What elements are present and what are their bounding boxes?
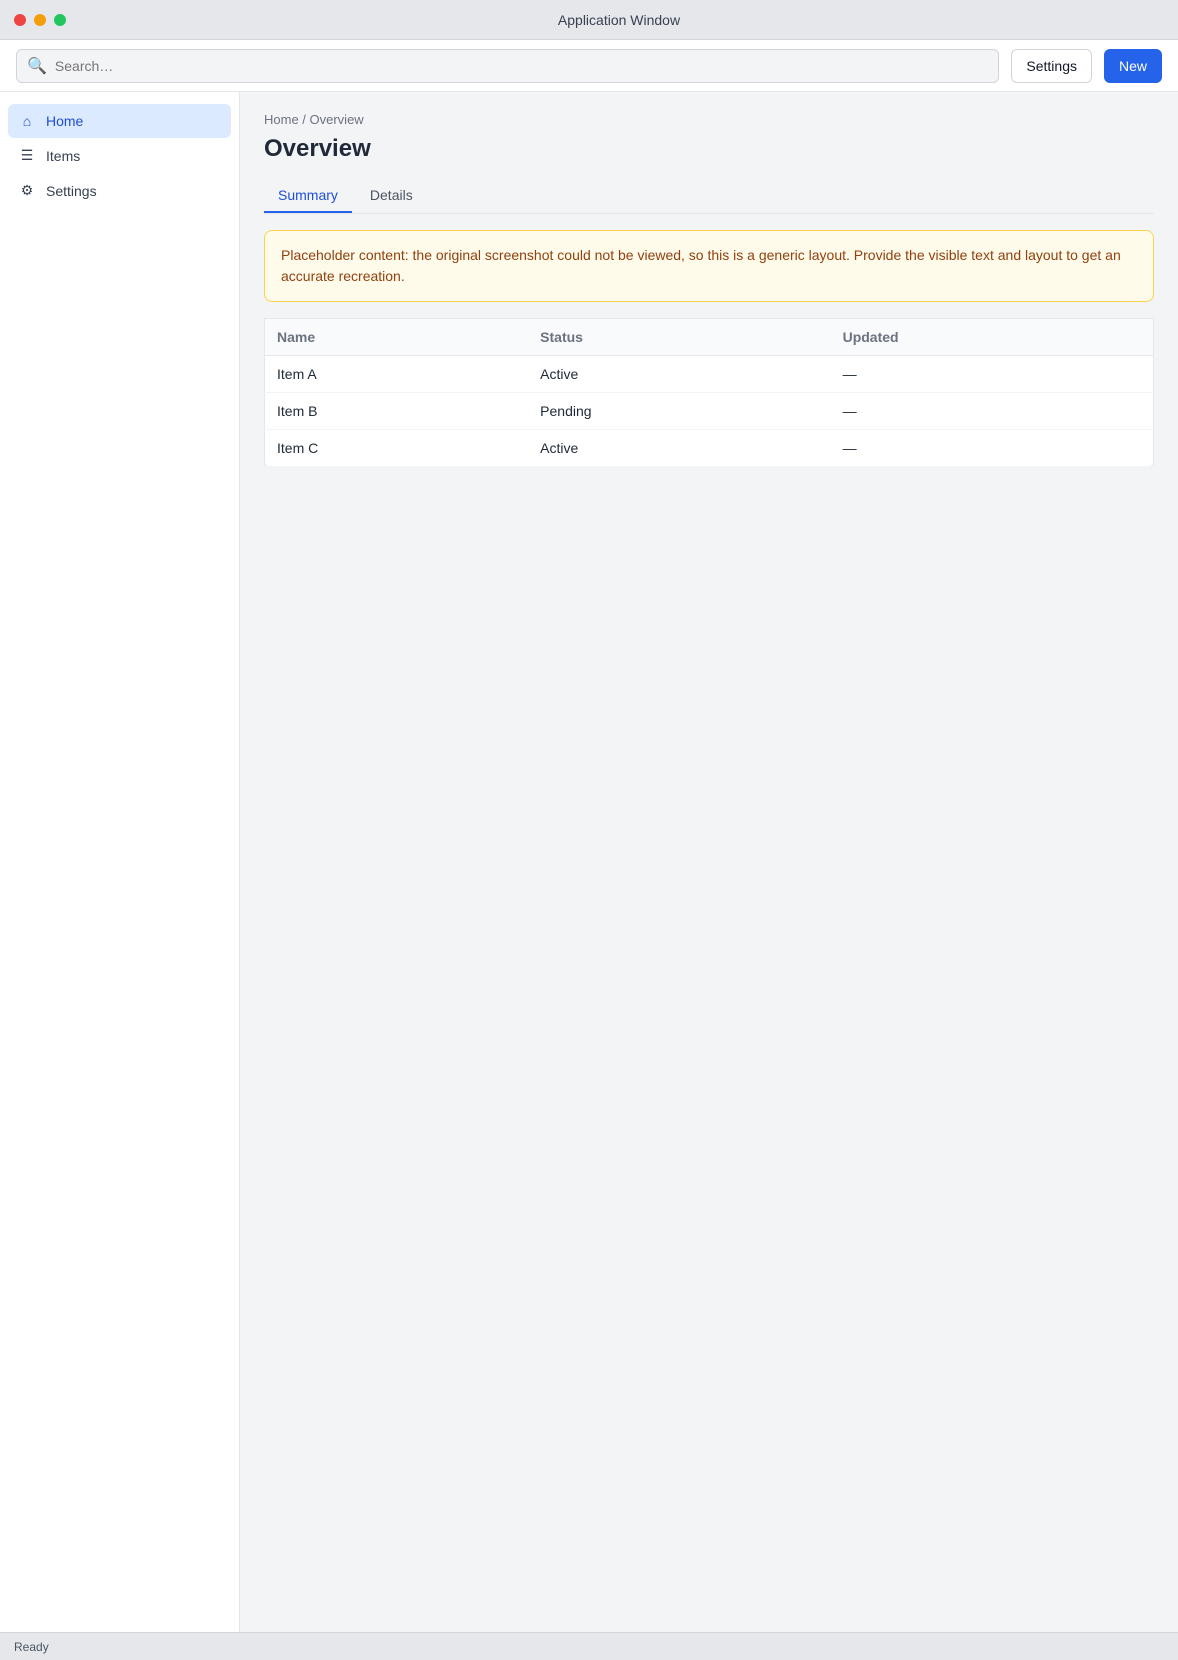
toolbar: [0, 40, 1178, 92]
new-button[interactable]: New: [1104, 49, 1162, 83]
status-text: Ready: [14, 1639, 49, 1654]
table-row[interactable]: [265, 393, 1154, 430]
search-box[interactable]: [16, 49, 999, 83]
table-cell: Active: [528, 430, 830, 467]
table-cell: —: [831, 430, 1154, 467]
data-table: [264, 318, 1154, 467]
column-header[interactable]: Updated: [831, 319, 1154, 356]
status-bar: [0, 1632, 1178, 1660]
table-cell: —: [831, 393, 1154, 430]
main-panel: [240, 92, 1178, 1632]
column-header[interactable]: Name: [265, 319, 529, 356]
list-icon: ☰: [20, 147, 34, 163]
settings-button[interactable]: Settings: [1011, 49, 1092, 83]
placeholder-notice: Placeholder content: the original screenshot could not be viewed, so this is a generic layout. Provide the visible text and layout to get an accurate recreation.: [264, 230, 1154, 302]
minimize-window-button[interactable]: [34, 14, 46, 26]
window-title: Application Window: [557, 11, 681, 28]
table-row[interactable]: [265, 356, 1154, 393]
sidebar-item-settings[interactable]: [8, 173, 231, 208]
sidebar: [0, 92, 240, 1632]
search-input[interactable]: [55, 58, 988, 74]
table-cell: —: [831, 356, 1154, 393]
home-icon: ⌂: [22, 113, 32, 129]
tab-details[interactable]: Details: [369, 187, 413, 203]
table-cell: Item B: [265, 393, 529, 430]
maximize-window-button[interactable]: [54, 14, 66, 26]
column-header[interactable]: Status: [528, 319, 830, 356]
content-area: [0, 92, 1178, 1632]
table-cell: Active: [528, 356, 830, 393]
page-title: Overview: [264, 135, 371, 162]
table-header-row: [265, 319, 1154, 356]
tab-bar: [264, 179, 1154, 214]
sidebar-item-label: Home: [46, 113, 84, 129]
sidebar-item-items[interactable]: [8, 138, 231, 173]
breadcrumb: Home / Overview: [264, 112, 364, 127]
sidebar-item-label: Items: [46, 147, 81, 164]
sidebar-item-home[interactable]: [8, 104, 231, 138]
title-bar: [0, 0, 1178, 40]
table-cell: Item C: [265, 430, 529, 467]
table-row[interactable]: [265, 430, 1154, 467]
tab-summary[interactable]: Summary: [264, 179, 352, 213]
close-window-button[interactable]: [14, 14, 26, 26]
search-icon: 🔍: [27, 57, 47, 75]
table-cell: Item A: [265, 356, 529, 393]
sidebar-item-label: Settings: [46, 182, 97, 199]
gear-icon: ⚙: [20, 182, 34, 198]
table-cell: Pending: [528, 393, 830, 430]
